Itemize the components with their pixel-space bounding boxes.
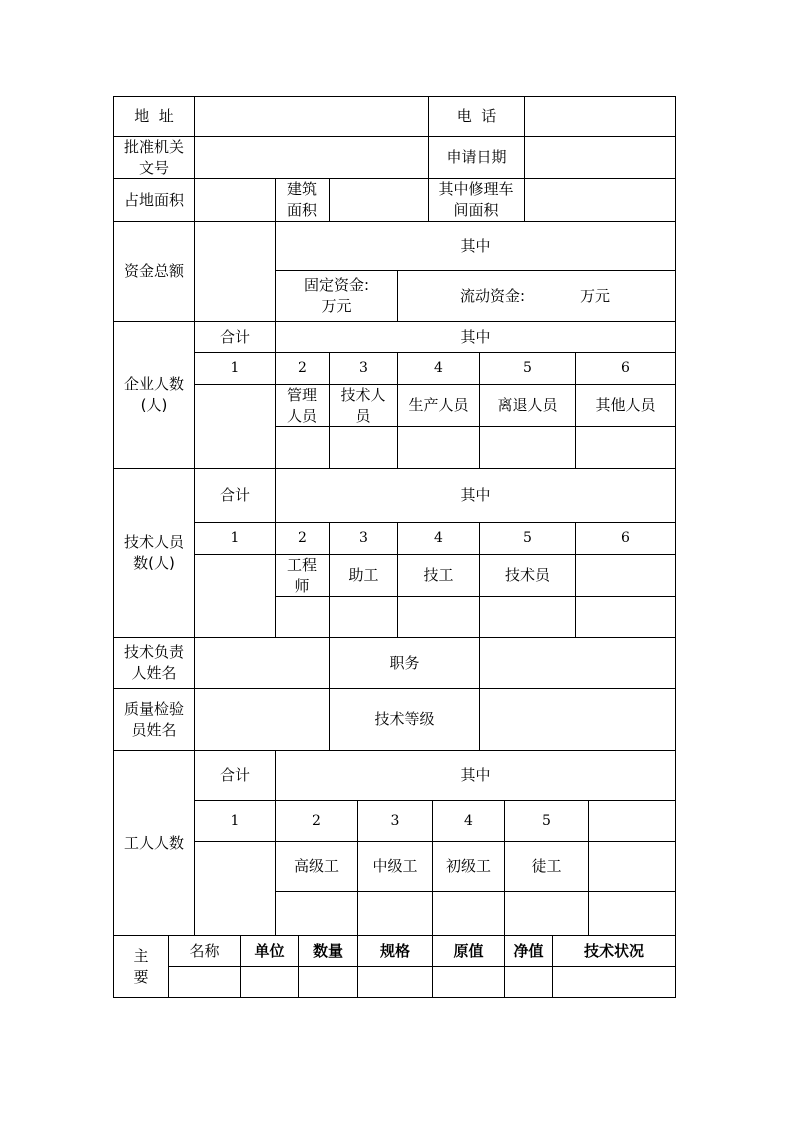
address-label: 地 址 <box>134 107 174 125</box>
workers-category: 高级工 <box>293 857 339 875</box>
workers-label: 工人人数 <box>123 833 184 852</box>
workers-of-which: 其中 <box>460 766 491 784</box>
position-label: 职务 <box>389 653 420 672</box>
equipment-header-original-value: 原值 <box>453 941 484 960</box>
tech-head-field[interactable] <box>195 638 329 688</box>
staff-col-number: 3 <box>359 360 368 376</box>
workers-col-number: 4 <box>464 812 473 829</box>
funds-of-which: 其中 <box>460 236 491 255</box>
staff-total: 合计 <box>219 327 250 346</box>
workers-category: 徒工 <box>531 857 562 875</box>
equipment-header-quantity: 数量 <box>312 941 343 960</box>
qc-label: 质量检验员姓名 <box>123 699 184 739</box>
building-area-field[interactable] <box>330 179 428 221</box>
apply-date-label: 申请日期 <box>446 148 507 166</box>
tech-col-number: 4 <box>434 530 443 546</box>
staff-category: 离退人员 <box>497 396 558 414</box>
equipment-header-name: 名称 <box>189 941 220 960</box>
tech-total: 合计 <box>219 486 250 504</box>
workers-col-number: 2 <box>312 812 321 829</box>
equipment-header-unit: 单位 <box>254 941 285 960</box>
staff-col-number: 6 <box>621 360 630 376</box>
tech-col-number: 5 <box>523 530 532 546</box>
staff-col-number: 5 <box>523 360 532 376</box>
land-area-field[interactable] <box>195 179 275 221</box>
funds-total-label: 资金总额 <box>123 262 184 280</box>
tech-col-number: 6 <box>621 530 630 546</box>
current-funds-label <box>398 271 675 321</box>
current-funds-unit: 万元 <box>580 286 611 305</box>
position-field[interactable] <box>480 638 675 688</box>
staff-category: 技术人员 <box>340 385 386 425</box>
staff-category: 其他人员 <box>595 396 656 414</box>
workers-category: 中级工 <box>372 857 418 875</box>
funds-total-field[interactable] <box>195 222 275 321</box>
workers-col-number: 5 <box>542 812 551 829</box>
land-area-label: 占地面积 <box>123 190 184 209</box>
tech-of-which: 其中 <box>460 486 491 504</box>
staff-col-number: 1 <box>230 360 240 376</box>
tech-category: 技工 <box>423 566 454 584</box>
workers-total: 合计 <box>219 766 250 784</box>
staff-category: 生产人员 <box>408 396 469 414</box>
staff-label: 企业人数(人) <box>123 375 184 414</box>
tech-col-number: 3 <box>359 530 368 546</box>
staff-col-number: 2 <box>298 360 307 376</box>
tech-grade-label: 技术等级 <box>374 710 435 728</box>
tech-category: 技术员 <box>504 566 550 584</box>
staff-of-which: 其中 <box>460 327 491 346</box>
repair-area-label: 其中修理车间面积 <box>438 180 514 219</box>
approval-doc-field[interactable] <box>195 137 428 178</box>
phone-label: 电 话 <box>456 107 497 125</box>
workers-col-number: 3 <box>390 812 400 829</box>
equipment-header-spec: 规格 <box>379 941 410 960</box>
tech-col-number: 1 <box>230 530 240 546</box>
equipment-header-condition: 技术状况 <box>583 941 644 960</box>
fixed-funds-label: 固定资金: 万元 <box>303 276 370 315</box>
tech-staff-label: 技术人员数(人) <box>123 533 184 572</box>
tech-category: 助工 <box>348 566 379 584</box>
workers-category: 初级工 <box>445 857 491 875</box>
staff-col-number: 4 <box>434 360 443 376</box>
phone-field[interactable] <box>525 97 675 136</box>
tech-grade-field[interactable] <box>480 689 675 750</box>
qc-field[interactable] <box>195 689 329 750</box>
tech-head-label: 技术负责人姓名 <box>123 643 184 682</box>
current-funds-text: 流动资金: <box>460 286 526 305</box>
staff-category: 管理人员 <box>286 385 317 425</box>
repair-area-field[interactable] <box>525 179 675 221</box>
tech-col-number: 2 <box>298 530 307 546</box>
address-field[interactable] <box>195 97 428 136</box>
workers-col-number: 1 <box>230 812 240 829</box>
approval-doc-label: 批准机关文号 <box>123 137 184 177</box>
equipment-side-label: 主 要 <box>133 946 149 986</box>
apply-date-field[interactable] <box>525 137 675 178</box>
building-area-label: 建筑面积 <box>286 180 317 219</box>
equipment-header-net-value: 净值 <box>513 941 544 960</box>
tech-category: 工程师 <box>286 555 317 595</box>
